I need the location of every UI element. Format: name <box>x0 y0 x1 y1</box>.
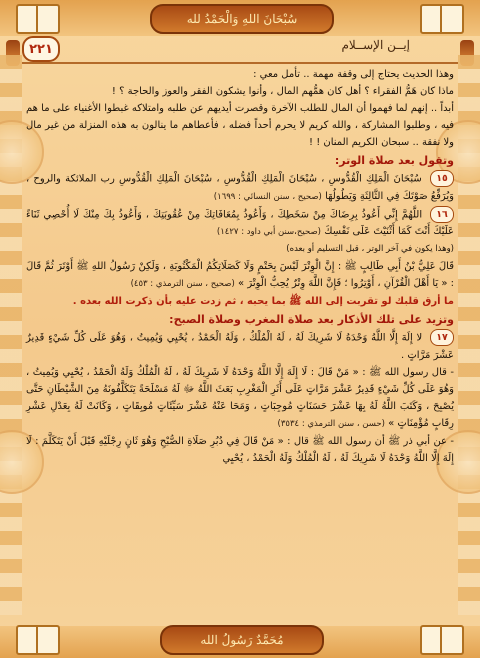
dhikr-item <box>26 170 454 206</box>
book-icon <box>420 625 464 655</box>
hadith-reference: (صحيح ، سنن النسائي : ١٦٩٩) <box>213 191 322 202</box>
book-icon <box>420 4 464 34</box>
bottom-banner: مُحَمَّدٌ رَسُولُ الله <box>160 625 324 655</box>
page-content <box>26 66 454 467</box>
section-heading: وتزيد على تلك الأذكار بعد صلاة المغرب وصلاة الصبح: <box>169 313 454 326</box>
header-divider <box>22 62 458 64</box>
dhikr-item <box>26 329 454 364</box>
paragraph: وهذا الحديث يحتاج إلى وقفة مهمة .. تأمل معي : <box>253 69 454 80</box>
hadith-text: قَالَ عَلِيُّ بْنُ أَبِي طَالِبٍ ﷺ : إِنَّ الْوِتْرَ لَيْسَ بِحَتْمٍ وَلَا كَصَلَاتِكُمُ الْمَكْتُوبَةِ ، وَلَكِنْ رَسُولُ اللهِ ﷺ أَوْتَرَ ثُمَّ قَالَ : « يَا أَهْلَ الْقُرْآنِ ، أَوْتِرُوا ؛ فَإِنَّ اللَّهَ وِتْرٌ يُحِبُّ الْوِتْرَ » <box>26 261 454 289</box>
hadith-reference: (صحيح ، سنن الترمذي : ٤٥٣) <box>130 279 235 289</box>
note: (وهذا يكون في آخر الوتر ، قبل التسليم أو بعده) <box>286 244 454 254</box>
page-number: ٢٢١ <box>22 36 60 62</box>
chapter-title: إيــن الإســلام <box>341 38 410 52</box>
book-icon <box>16 4 60 34</box>
dhikr-item <box>26 206 454 242</box>
paragraph <box>26 258 454 293</box>
paragraph: أبداً .. إنهم لما فهموا أن المال للطلب الآخرة وقصرت أيديهم عن طلبه وامتلاكه غبطوا الأغنياء على ما هم فيه ، وطلبوا المشاركة ، والله كريم لا يحرم أحداً فضله ، فأعطاهم ما ينالون به هذه المنزلة من غير مال ولا نفقة .. سبحان الكريم المنان ! ! <box>26 103 454 148</box>
dhikr-text: اللَّهُمَّ إِنِّي أَعُوذُ بِرِضَاكَ مِنْ سَخَطِكَ ، وَأَعُوذُ بِمُعَافَاتِكَ مِنْ عُقُوبَتِكَ ، وَأَعُوذُ بِكَ مِنْكَ لَا أُحْصِي ثَنَاءً عَلَيْكَ أَنْتَ كَمَا أَثْنَيْتَ عَلَى نَفْسِكَ <box>26 209 454 237</box>
section-heading: وتقول بعد صلاة الوتر: <box>334 154 454 167</box>
item-number: ١٦ <box>430 206 454 223</box>
item-number: ١٧ <box>430 329 454 346</box>
book-icon <box>16 625 60 655</box>
hadith-reference: (صحيح،سنن أبي داود : ١٤٢٧) <box>216 227 321 237</box>
paragraph <box>26 364 454 433</box>
paragraph: ما أرق قلبك لو تقربت إلى الله ﷺ بما يحبه ، ثم زدت عليه بأن ذكرت الله بعده . <box>72 296 454 307</box>
dhikr-text: سُبْحَانَ الْمَلِكِ الْقُدُّوسِ ، سُبْحَانَ الْمَلِكِ الْقُدُّوسِ ، سُبْحَانَ الْمَلِكِ الْقُدُّوسِ رب الملائكة والروح ، وَيُرَفِّعُ صَوْتَكَ فِي الثَّالِثَةِ وَيَطُولُهَا <box>26 173 454 202</box>
paragraph: ماذا كان هَمُّ الفقراء ؟ أهل كان همُّهم المال ، وأنوا يشكون الفقر والعوز والحاجة ؟ ! <box>111 86 454 97</box>
hadith-text: - قال رسول الله ﷺ : « مَنْ قَالَ : لَا إِلَهَ إِلَّا اللَّهُ وَحْدَهُ لَا شَرِيكَ لَهُ ، لَهُ الْمُلْكُ وَلَهُ الْحَمْدُ ، يُحْيِي وَيُمِيتُ ، وَهُوَ عَلَى كُلِّ شَيْءٍ قَدِيرٌ عَشْرَ مَرَّاتٍ عَلَى أَثَرِ الْمَغْرِبِ بَعَثَ اللَّهُ ﷻ لَهُ مَسْلَحَةً يَتَكَلَّفُونَهُ مِنَ الشَّيْطَانِ حَتَّى يُصْبِحَ ، وَكَتَبَ اللَّهُ لَهُ بِهَا عَشْرَ حَسَنَاتٍ مُوجِبَاتٍ ، وَمَحَا عَنْهُ عَشْرَ سَيِّئَاتٍ مُوبِقَاتٍ ، وَكَانَتْ لَهُ بِعَدْلِ عَشْرِ رِقَابٍ مُؤْمِنَاتٍ » <box>26 366 454 429</box>
dhikr-text: لا إِلَهَ إِلَّا اللَّهُ وَحْدَهُ لَا شَرِيكَ لَهُ ، لَهُ الْمُلْكُ ، وَلَهُ الْحَمْدُ ، يُحْيِي وَيُمِيتُ ، وَهُوَ عَلَى كُلِّ شَيْءٍ قَدِيرٌ عَشْرَ مَرَّاتٍ . <box>26 332 454 361</box>
item-number: ١٥ <box>430 170 454 187</box>
hadith-reference: (حسن ، سنن الترمذي : ٣٥٣٤) <box>277 418 385 429</box>
paragraph: - عن أبي ذر ﷺ أن رسول الله ﷺ قال : « مَنْ قَالَ فِي دُبُرِ صَلَاةِ الصُّبْحِ وَهُوَ ثَانٍ رِجْلَيْهِ قَبْلَ أَنْ يَتَكَلَّمَ : لَا إِلَهَ إِلَّا اللَّهُ وَحْدَهُ لَا شَرِيكَ لَهُ ، لَهُ الْمُلْكُ وَلَهُ الْحَمْدُ ، يُحْيِي <box>26 435 454 464</box>
top-banner: سُبْحَانَ اللهِ وَالْحَمْدُ لله <box>150 4 334 34</box>
